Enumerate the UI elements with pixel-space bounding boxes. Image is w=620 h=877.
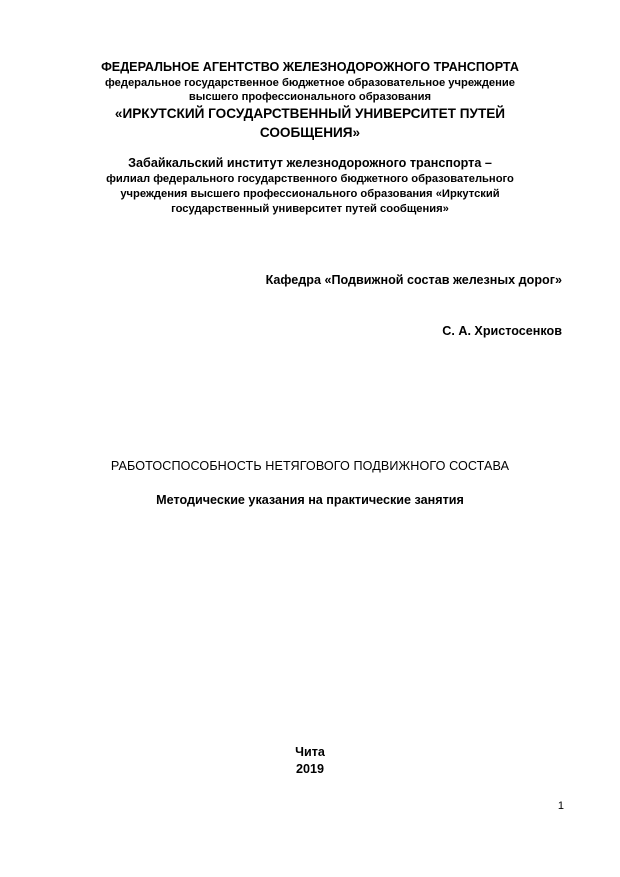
university-name-line-1: «ИРКУТСКИЙ ГОСУДАРСТВЕННЫЙ УНИВЕРСИТЕТ ПУТЕЙ xyxy=(114,106,506,121)
institute-title: Забайкальский институт железнодорожного транспорта – xyxy=(128,156,492,170)
page-number: 1 xyxy=(557,800,564,812)
institute-block xyxy=(40,155,580,217)
header-block xyxy=(40,59,580,142)
author-name: С. А. Христосенков xyxy=(442,324,562,338)
year: 2019 xyxy=(295,762,325,776)
footer-block xyxy=(40,744,580,778)
institute-line-1: филиал федерального государственного бюджетного образовательного xyxy=(106,173,514,185)
agency-name: ФЕДЕРАЛЬНОЕ АГЕНТСТВО ЖЕЛЕЗНОДОРОЖНОГО ТРАНСПОРТА xyxy=(101,60,519,74)
document-subtitle: Методические указания на практические занятия xyxy=(156,493,464,507)
institute-line-2: учреждения высшего профессионального образования «Иркутский xyxy=(120,188,500,200)
department-name: Кафедра «Подвижной состав железных дорог» xyxy=(265,273,562,287)
university-name-line-2: СООБЩЕНИЯ» xyxy=(259,125,361,140)
institute-line-3: государственный университет путей сообщения» xyxy=(171,203,449,215)
institution-type-line-2: высшего профессионального образования xyxy=(188,91,432,103)
document-title: РАБОТОСПОСОБНОСТЬ НЕТЯГОВОГО ПОДВИЖНОГО СОСТАВА xyxy=(110,459,510,473)
institution-type-line-1: федеральное государственное бюджетное образовательное учреждение xyxy=(104,77,516,89)
city: Чита xyxy=(295,745,325,759)
